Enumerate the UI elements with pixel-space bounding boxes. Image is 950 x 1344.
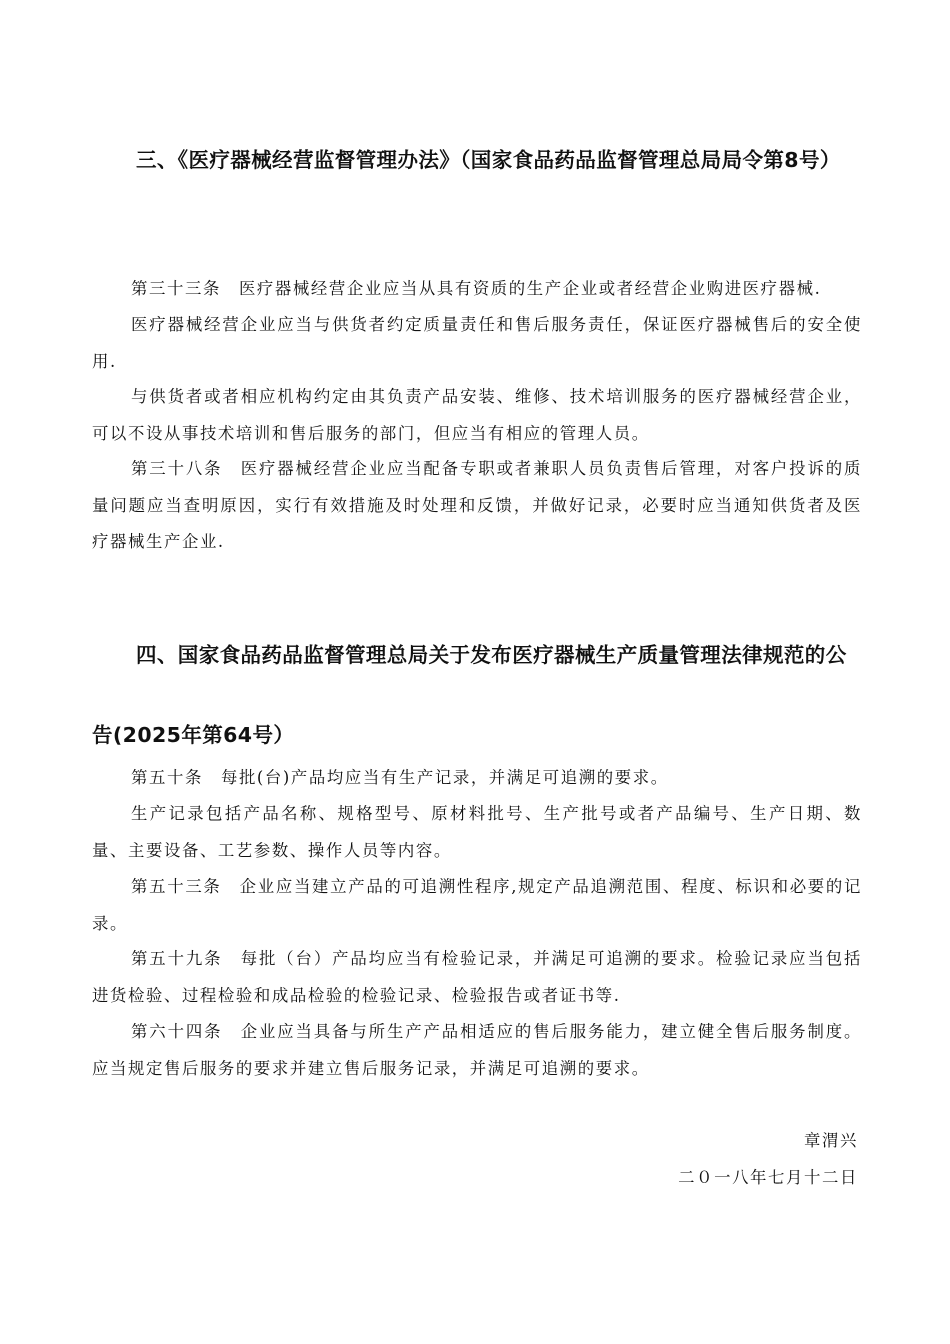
section-3-article-33: 第三十三条 医疗器械经营企业应当从具有资质的生产企业或者经营企业购进医疗器械. [131,279,822,298]
section-4-heading: 四、国家食品药品监督管理总局关于发布医疗器械生产质量管理法律规范的公告(2025年第64号） [92,643,847,747]
section-3-article-33-clause-2: 医疗器械经营企业应当与供货者约定质量责任和售后服务责任，保证医疗器械售后的安全使用. [92,315,862,371]
section-4-article-50: 第五十条 每批(台)产品均应当有生产记录，并满足可追溯的要求。 [131,768,669,787]
section-3-heading: 三、《医疗器械经营监督管理办法》（国家食品药品监督管理总局局令第8号） [136,148,841,172]
section-3-article-33-clause-3: 与供货者或者相应机构约定由其负责产品安装、维修、技术培训服务的医疗器械经营企业，可以不设从事技术培训和售后服务的部门，但应当有相应的管理人员。 [92,387,862,443]
signature-name: 章渭兴 [804,1131,858,1150]
section-4-article-50-clause-2: 生产记录包括产品名称、规格型号、原材料批号、生产批号或者产品编号、生产日期、数量、主要设备、工艺参数、操作人员等内容。 [92,804,862,860]
section-4-article-59: 第五十九条 每批（台）产品均应当有检验记录，并满足可追溯的要求。检验记录应当包括进货检验、过程检验和成品检验的检验记录、检验报告或者证书等. [92,949,862,1005]
section-4-article-53: 第五十三条 企业应当建立产品的可追溯性程序,规定产品追溯范围、程度、标识和必要的记录。 [92,877,862,933]
section-4-article-64: 第六十四条 企业应当具备与所生产产品相适应的售后服务能力，建立健全售后服务制度。应当规定售后服务的要求并建立售后服务记录，并满足可追溯的要求。 [92,1022,862,1078]
signature-date: 二０一八年七月十二日 [678,1168,858,1187]
section-3-article-38: 第三十八条 医疗器械经营企业应当配备专职或者兼职人员负责售后管理，对客户投诉的质量问题应当查明原因，实行有效措施及时处理和反馈，并做好记录，必要时应当通知供货者及医疗器械生产企业. [92,459,862,551]
